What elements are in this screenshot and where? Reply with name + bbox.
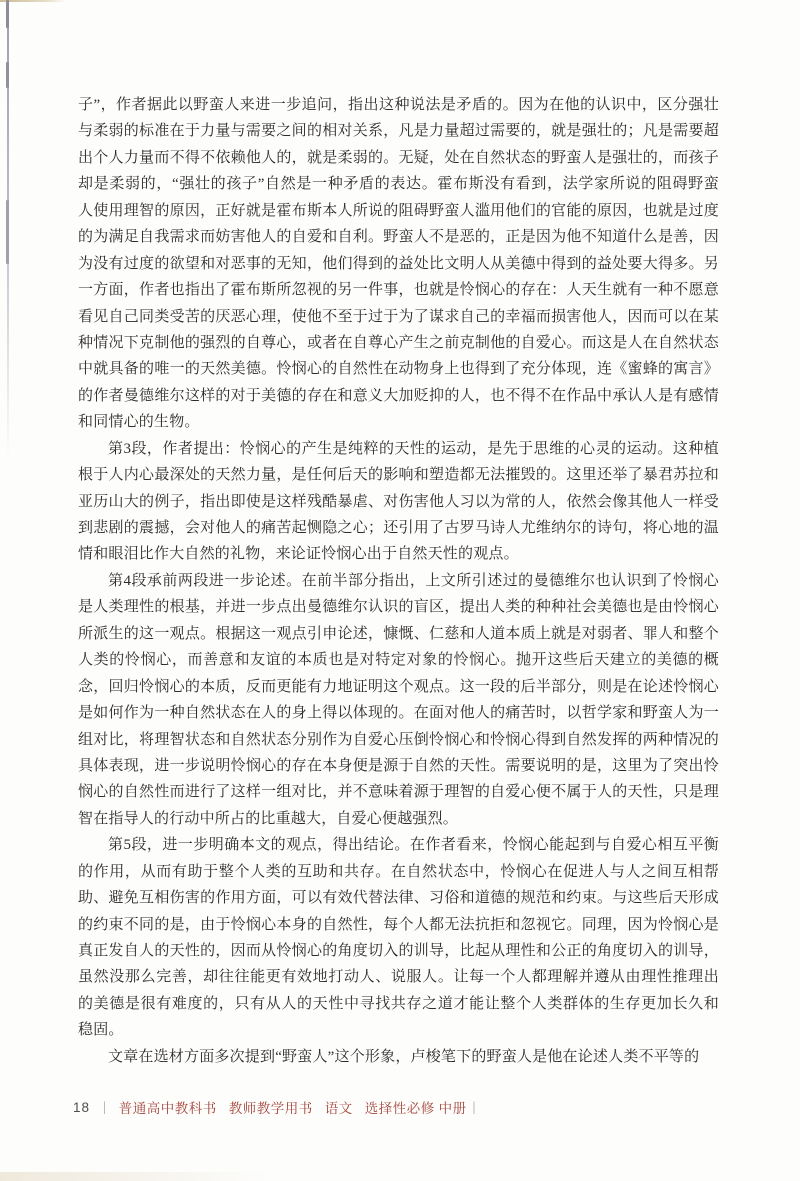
text-line: 与柔弱的标准在于力量与需要之间的相对关系，凡是力量超过需要的，就是强壮的；凡是需要超 (78, 123, 719, 140)
text-line: 和同情心的生物。 (78, 414, 200, 431)
text-line: 为没有过度的欲望和对恶事的无知，他们得到的益处比文明人从美德中得到的益处要大得多。另 (78, 255, 719, 272)
footer-series-label: 语文 (324, 1101, 353, 1116)
page-scan-edge-mark (6, 200, 9, 264)
text-line: 却是柔弱的，“强壮的孩子”自然是一种矛盾的表达。霍布斯没有看到，法学家所说的阻碍野蛮 (78, 176, 719, 193)
page-scan-bottom-edge (0, 1172, 270, 1181)
page-scan-edge-mark (6, 62, 9, 88)
text-line: 根于人内心最深处的天然力量，是任何后天的影响和塑造都无法摧毁的。这里还举了暴君苏拉和 (78, 467, 719, 484)
text-line: 的美德是很有难度的，只有从人的天性中寻找共存之道才能让整个人类群体的生存更加长久和 (78, 995, 719, 1012)
page-footer (73, 1097, 475, 1117)
text-line: 的作用，从而有助于整个人类的互助和共存。在自然状态中，怜悯心在促进人与人之间互相帮 (78, 863, 719, 880)
footer-series-label: 选择性必修 中册 (364, 1101, 467, 1116)
text-line: 所派生的这一观点。根据这一观点引申论述，慷慨、仁慈和人道本质上就是对弱者、罪人和整个 (78, 625, 719, 642)
text-line: 人使用理智的原因，正好就是霍布斯本人所说的阻碍野蛮人滥用他们的官能的原因，也就是过度 (78, 202, 719, 219)
text-line: 的作者曼德维尔这样的对于美德的存在和意义大加贬抑的人，也不得不在作品中承认人是有感情 (78, 387, 719, 404)
footer-divider-right: | (472, 1099, 476, 1114)
text-line: 的约束不同的是，由于怜悯心本身的自然性，每个人都无法抗拒和忽视它。同理，因为怜悯心是 (78, 916, 719, 933)
text-line: 种情况下克制他的强烈的自尊心，或者在自尊心产生之前克制他的自爱心。而这是人在自然状态 (78, 334, 719, 351)
text-line: 组对比，将理智状态和自然状态分别作为自爱心压倒怜悯心和怜悯心得到自然发挥的两种情况的 (78, 731, 719, 748)
text-line: 第5段，进一步明确本文的观点，得出结论。在作者看来，怜悯心能起到与自爱心相互平衡 (108, 837, 719, 854)
footer-series (119, 1097, 469, 1117)
text-line: 虽然没那么完善，却往往能更有效地打动人、说服人。让每一个人都理解并遵从由理性推理出 (78, 969, 719, 986)
text-line: 一方面，作者也指出了霍布斯所忽视的另一件事，也就是怜悯心的存在：人天生就有一种不愿意 (78, 282, 719, 299)
text-line: 悯心的自然性而进行了这样一组对比，并不意味着源于理智的自爱心便不属于人的天性，只是理 (78, 784, 719, 801)
text-line: 真正发自人的天性的，因而从怜悯心的角度切入的训导，比起从理性和公正的角度切入的训导， (78, 943, 719, 959)
text-line: 第3段，作者提出：怜悯心的产生是纯粹的天性的运动，是先于思维的心灵的运动。这种植 (108, 440, 719, 457)
text-line: 出个人力量而不得不依赖他人的，就是柔弱的。无疑，处在自然状态的野蛮人是强壮的，而孩子 (78, 149, 719, 166)
text-line: 念，回归怜悯心的本质，反而更能有力地证明这个观点。这一段的后半部分，则是在论述怜悯心 (78, 678, 719, 695)
text-line: 的为满足自我需求而妨害他人的自爱和自利。野蛮人不是恶的，正是因为他不知道什么是善，因 (78, 229, 719, 246)
page-scan-edge-mark (6, 0, 9, 28)
footer-series-label: 教师教学用书 (228, 1101, 313, 1116)
text-line: 情和眼泪比作大自然的礼物，来论证怜悯心出于自然天性的观点。 (78, 546, 519, 563)
text-line: 智在指导人的行动中所占的比重越大，自爱心便越强烈。 (78, 810, 459, 827)
text-line: 是人类理性的根基，并进一步点出曼德维尔认识的盲区，提出人类的种种社会美德也是由怜悯心 (78, 599, 719, 616)
text-line: 具体表现，进一步说明怜悯心的存在本身便是源于自然的天性。需要说明的是，这里为了突出怜 (78, 757, 719, 774)
footer-series-label: 普通高中教科书 (118, 1101, 217, 1116)
text-line: 是如何作为一种自然状态在人的身上得以体现的。在面对他人的痛苦时，以哲学家和野蛮人为一 (78, 705, 719, 722)
page-number: 18 (73, 1099, 91, 1115)
text-line: 中就具备的唯一的天然美德。怜悯心的自然性在动物身上也得到了充分体现，连《蜜蜂的寓言》 (78, 361, 719, 378)
text-line: 到悲剧的震撼，会对他人的痛苦起恻隐之心；还引用了古罗马诗人尤维纳尔的诗句，将心地的温 (78, 520, 719, 536)
text-line: 稳固。 (78, 1022, 124, 1039)
text-line: 文章在选材方面多次提到“野蛮人”这个形象，卢梭笔下的野蛮人是他在论述人类不平等的 (108, 1048, 700, 1065)
text-line: 亚历山大的例子，指出即使是这样残酷暴虐、对伤害他人习以为常的人，依然会像其他人一样受 (78, 493, 719, 510)
text-line: 子”，作者据此以野蛮人来进一步追问，指出这种说法是矛盾的。因为在他的认识中，区分强壮 (78, 97, 719, 113)
text-line: 助、避免互相伤害的作用方面，可以有效代替法律、习俗和道德的规范和约束。与这些后天形成 (78, 890, 719, 907)
text-line: 人类的怜悯心，而善意和友谊的本质也是对特定对象的怜悯心。抛开这些后天建立的美德的概 (78, 652, 719, 669)
page-scan-top-edge (0, 0, 66, 2)
text-line: 看见自己同类受苦的厌恶心理，使他不至于过于为了谋求自己的幸福而损害他人，因而可以在某 (78, 308, 719, 325)
footer-divider-left: | (103, 1099, 106, 1114)
text-line: 第4段承前两段进一步论述。在前半部分指出，上文所引述过的曼德维尔也认识到了怜悯心 (108, 572, 719, 589)
body-text (78, 92, 719, 1070)
